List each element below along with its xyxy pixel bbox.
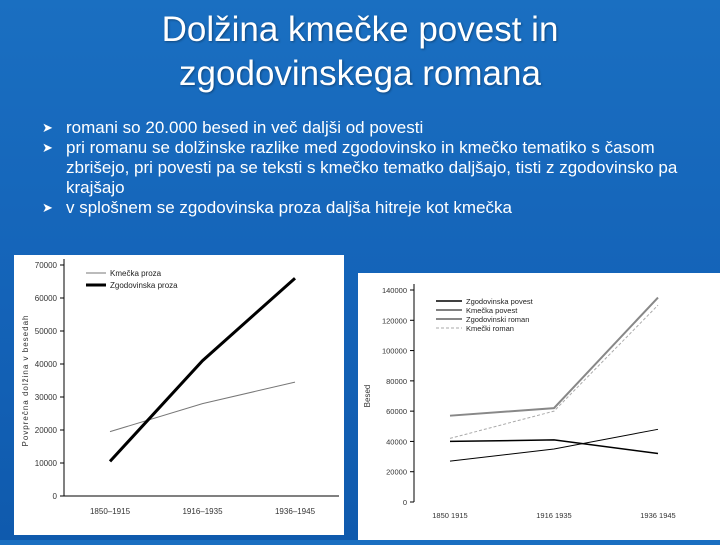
series-line (450, 429, 658, 461)
legend-label: Zgodovinska proza (110, 281, 178, 290)
y-tick-label: 100000 (381, 346, 407, 356)
series-line (110, 382, 295, 432)
y-tick-label: 20000 (386, 467, 407, 477)
y-tick-label: 20000 (34, 426, 57, 435)
series-line (110, 278, 295, 461)
bullet-item (42, 138, 712, 198)
x-tick-label: 1850 1915 (432, 511, 468, 520)
y-tick-label: 120000 (381, 316, 407, 326)
arrowhead-bullet-icon: ➤ (42, 140, 53, 155)
y-tick-label: 60000 (386, 407, 407, 417)
y-tick-label: 0 (402, 498, 407, 507)
y-axis-title: Besed (363, 384, 372, 408)
bullet-list (42, 118, 712, 218)
chart-average-length-svg (14, 255, 344, 535)
y-tick-label: 50000 (34, 327, 57, 336)
bullet-text: v splošnem se zgodovinska proza daljša hitreje kot kmečka (66, 198, 512, 217)
y-tick-label: 40000 (386, 437, 407, 447)
y-axis-title: Povprečna dolžina v besedah (21, 314, 30, 447)
chart-average-length (14, 255, 344, 535)
legend-label: Zgodovinski roman (466, 315, 530, 324)
y-tick-label: 70000 (34, 261, 57, 270)
y-tick-label: 10000 (34, 459, 57, 468)
y-tick-label: 140000 (381, 286, 407, 295)
chart-word-count (358, 273, 720, 540)
bullet-text: romani so 20.000 besed in več daljši od povesti (66, 118, 424, 137)
x-tick-label: 1916 1935 (536, 511, 572, 520)
legend-label: Kmečka proza (110, 269, 162, 278)
bullet-item (42, 118, 712, 138)
y-tick-label: 80000 (386, 376, 407, 386)
slide-title-line-1: Dolžina kmečke povest in (161, 10, 559, 49)
legend-label: Zgodovinska povest (466, 297, 533, 306)
arrowhead-bullet-icon: ➤ (42, 120, 53, 135)
bullet-text: pri romanu se dolžinske razlike med zgodovinsko in kmečko tematiko s časom zbrišejo, pri povesti pa se teksti s kmečko tematko daljšajo, tisti z zgodovinsko pa krajšajo (66, 138, 678, 197)
y-tick-label: 40000 (34, 360, 57, 369)
y-tick-label: 0 (52, 492, 57, 501)
series-line (450, 440, 658, 454)
x-tick-label: 1850–1915 (89, 507, 131, 516)
y-tick-label: 30000 (34, 393, 57, 402)
slide-title (0, 8, 720, 96)
arrowhead-bullet-icon: ➤ (42, 200, 53, 215)
bullet-item (42, 198, 712, 218)
x-tick-label: 1936 1945 (640, 511, 676, 520)
x-tick-label: 1916–1935 (182, 507, 223, 516)
legend-label: Kmečka povest (466, 306, 518, 315)
slide-title-line-2: zgodovinskega romana (179, 54, 541, 93)
chart-word-count-svg (358, 273, 720, 540)
x-tick-label: 1936–1945 (274, 507, 316, 516)
legend-label: Kmečki roman (466, 324, 514, 333)
y-tick-label: 60000 (34, 294, 57, 303)
